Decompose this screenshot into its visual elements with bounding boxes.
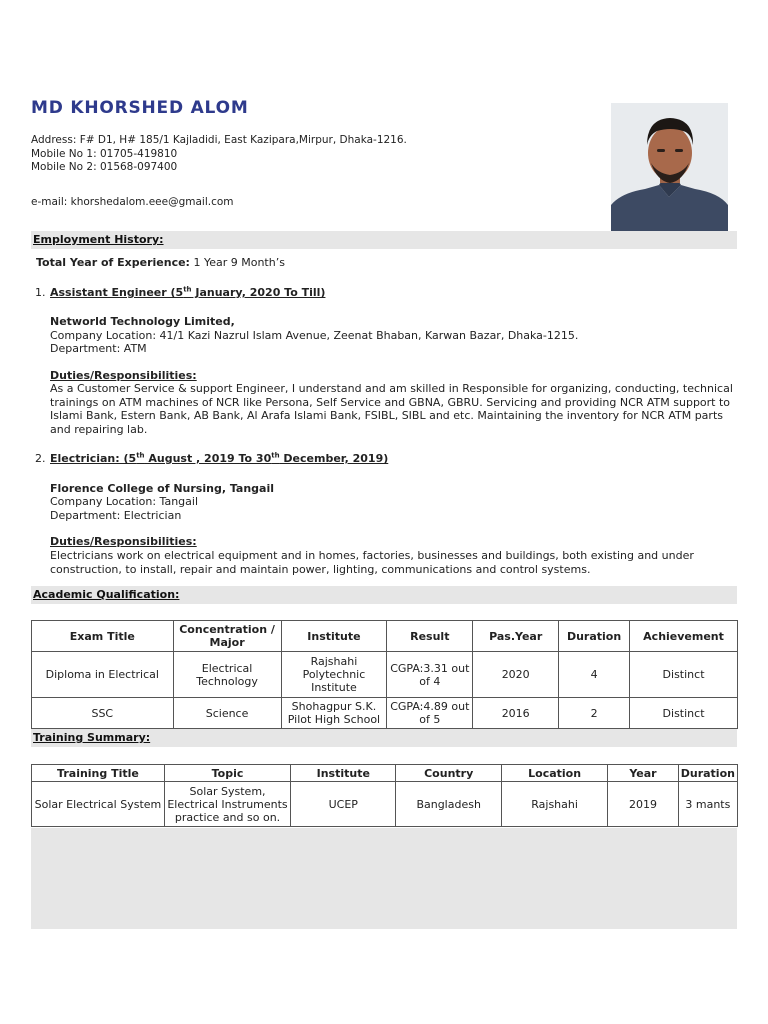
total-experience: Total Year of Experience: 1 Year 9 Month’s bbox=[36, 256, 285, 269]
table-row bbox=[32, 698, 738, 729]
cell: SSC bbox=[32, 698, 174, 729]
cell: 3 mants bbox=[678, 782, 737, 827]
col-location: Location bbox=[501, 765, 607, 782]
candidate-name: MD KHORSHED ALOM bbox=[31, 98, 249, 118]
job-2-number: 2. bbox=[35, 452, 46, 465]
job-2-company: Florence College of Nursing, Tangail bbox=[50, 482, 275, 495]
cell: Diploma in Electrical bbox=[32, 652, 174, 698]
cell: Electrical Technology bbox=[173, 652, 281, 698]
job-1-company: Networld Technology Limited, bbox=[50, 315, 235, 328]
table-row bbox=[32, 782, 738, 827]
cell: 4 bbox=[559, 652, 630, 698]
cell: Science bbox=[173, 698, 281, 729]
cell: 2019 bbox=[608, 782, 678, 827]
cell: Solar System, Electrical Instruments practice and so on. bbox=[164, 782, 290, 827]
col-year: Year bbox=[608, 765, 678, 782]
cell: CGPA:4.89 out of 5 bbox=[387, 698, 473, 729]
cell: UCEP bbox=[291, 782, 396, 827]
cell: 2016 bbox=[473, 698, 559, 729]
job-1-title: Assistant Engineer (5th January, 2020 To Till) bbox=[50, 285, 326, 299]
col-duration: Duration bbox=[559, 621, 630, 652]
job-1-number: 1. bbox=[35, 286, 46, 299]
col-institute: Institute bbox=[281, 621, 387, 652]
col-topic: Topic bbox=[164, 765, 290, 782]
job-1-location: Company Location: 41/1 Kazi Nazrul Islam Avenue, Zeenat Bhaban, Karwan Bazar, Dhaka-1215. bbox=[50, 329, 579, 342]
academic-header-row bbox=[32, 621, 738, 652]
job-1-duties: As a Customer Service & support Engineer, I understand and am skilled in Responsible for organizing, conducting, technical trainings on ATM machines of NCR like Persona, Self Service and GBNA, GBRU. Servicing and providing NCR ATM support to Islami Bank, Estern Bank, AB Bank, Al Arafa Islami Bank, FSIBL, SIBL and etc. Maintaining the inventory for NCR ATM parts and repairing lab. bbox=[50, 382, 733, 436]
email: e-mail: khorshedalom.eee@gmail.com bbox=[31, 196, 234, 208]
cell: 2 bbox=[559, 698, 630, 729]
job-2-title: Electrician: (5th August , 2019 To 30th December, 2019) bbox=[50, 451, 389, 465]
cell: Distinct bbox=[630, 698, 738, 729]
job-2-department: Department: Electrician bbox=[50, 509, 182, 522]
table-row bbox=[32, 652, 738, 698]
col-result: Result bbox=[387, 621, 473, 652]
cell: CGPA:3.31 out of 4 bbox=[387, 652, 473, 698]
job-2-location: Company Location: Tangail bbox=[50, 495, 199, 508]
cell: Bangladesh bbox=[396, 782, 501, 827]
profile-photo bbox=[611, 103, 728, 231]
job-2-duties-heading: Duties/Responsibilities: bbox=[50, 535, 197, 548]
job-2-duties: Electricians work on electrical equipment and in homes, factories, businesses and buildings, both existing and under construction, to install, repair and maintain power, lighting, communications and control systems. bbox=[50, 549, 694, 576]
training-summary-heading: Training Summary: bbox=[31, 729, 737, 747]
col-pass-year: Pas.Year bbox=[473, 621, 559, 652]
col-concentration: Concentration / Major bbox=[173, 621, 281, 652]
col-exam-title: Exam Title bbox=[32, 621, 174, 652]
mobile-2: Mobile No 2: 01568-097400 bbox=[31, 161, 178, 173]
training-header-row bbox=[32, 765, 738, 782]
col-training-title: Training Title bbox=[32, 765, 165, 782]
cell: Solar Electrical System bbox=[32, 782, 165, 827]
academic-table bbox=[31, 620, 738, 729]
cell: Distinct bbox=[630, 652, 738, 698]
blank-shaded-area bbox=[31, 828, 737, 929]
employment-history-heading: Employment History: bbox=[31, 231, 737, 249]
address: Address: F# D1, H# 185/1 Kajladidi, East Kazipara,Mirpur, Dhaka-1216. bbox=[31, 134, 407, 146]
cell: Rajshahi Polytechnic Institute bbox=[281, 652, 387, 698]
job-1-duties-heading: Duties/Responsibilities: bbox=[50, 369, 197, 382]
col-achievement: Achievement bbox=[630, 621, 738, 652]
job-1-department: Department: ATM bbox=[50, 342, 147, 355]
col-country: Country bbox=[396, 765, 501, 782]
mobile-1: Mobile No 1: 01705-419810 bbox=[31, 148, 178, 160]
cell: Rajshahi bbox=[501, 782, 607, 827]
training-table bbox=[31, 764, 738, 827]
col-duration: Duration bbox=[678, 765, 737, 782]
cell: Shohagpur S.K. Pilot High School bbox=[281, 698, 387, 729]
cell: 2020 bbox=[473, 652, 559, 698]
academic-qualification-heading: Academic Qualification: bbox=[31, 586, 737, 604]
col-institute: Institute bbox=[291, 765, 396, 782]
